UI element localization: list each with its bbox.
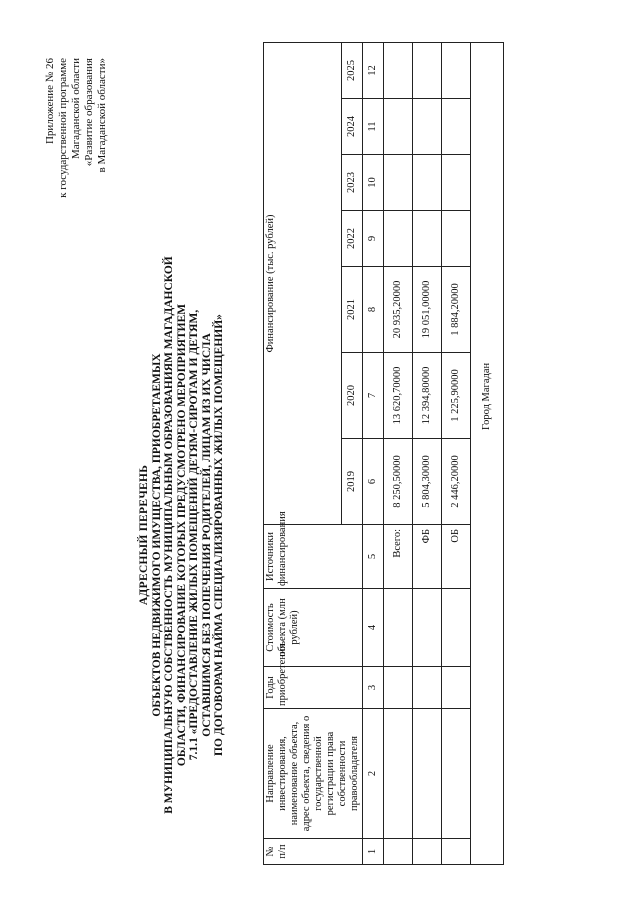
table-row-ob (442, 42, 471, 864)
section-row (471, 42, 504, 864)
value-cell (384, 155, 413, 211)
value-cell: 5 804,30000 (413, 439, 442, 525)
header-cost: Стоимость объекта (млн рублей) (264, 589, 363, 667)
value-cell: 19 051,00000 (413, 267, 442, 353)
value-cell (413, 211, 442, 267)
header-year: 2024 (342, 99, 363, 155)
value-cell: 13 620,70000 (384, 353, 413, 439)
value-cell (442, 211, 471, 267)
column-number: 6 (363, 439, 384, 525)
title-heading: АДРЕСНЫЙ ПЕРЕЧЕНЬ (138, 464, 150, 606)
column-number: 3 (363, 667, 384, 709)
document-title (138, 245, 226, 825)
appendix-line: «Развитие образования (83, 58, 95, 167)
column-number: 10 (363, 155, 384, 211)
value-cell (384, 211, 413, 267)
value-cell (442, 99, 471, 155)
value-cell: 1 225,90000 (442, 353, 471, 439)
header-number: № п/п (264, 839, 363, 865)
column-number: 5 (363, 525, 384, 589)
appendix-line: в Магаданской области» (96, 58, 108, 173)
header-years: Годы приобретения (264, 667, 363, 709)
section-label (471, 42, 504, 864)
header-sources: Источники финансирования (264, 525, 363, 589)
column-number: 4 (363, 589, 384, 667)
table-row-total (384, 42, 413, 864)
appendix-line: к государственной программе (57, 58, 69, 198)
column-number: 11 (363, 99, 384, 155)
address-list-table (263, 42, 504, 865)
appendix-note (44, 58, 109, 258)
title-line: ОБЛАСТИ, ФИНАНСИРОВАНИЕ КОТОРЫХ ПРЕДУСМОТРЕНО МЕРОПРИЯТИЕМ (175, 303, 188, 767)
title-line: ОБЪЕКТОВ НЕДВИЖИМОГО ИМУЩЕСТВА, ПРИОБРЕТАЕМЫХ (150, 353, 163, 717)
header-year: 2025 (342, 42, 363, 98)
value-cell: 1 884,20000 (442, 267, 471, 353)
value-cell (413, 42, 442, 98)
column-number: 7 (363, 353, 384, 439)
value-cell (413, 99, 442, 155)
header-year: 2020 (342, 353, 363, 439)
value-cell (384, 99, 413, 155)
column-number: 12 (363, 42, 384, 98)
value-cell (384, 42, 413, 98)
appendix-line: Приложение № 26 (44, 58, 56, 145)
value-cell: 12 394,80000 (413, 353, 442, 439)
source-cell: Всего: (384, 525, 413, 589)
source-cell: ОБ (442, 525, 471, 589)
source-cell: ФБ (413, 525, 442, 589)
appendix-line: Магаданской области (70, 58, 82, 159)
value-cell (442, 155, 471, 211)
column-number: 2 (363, 709, 384, 839)
section-label-text: Город Магадан (481, 362, 492, 430)
header-year: 2019 (342, 439, 363, 525)
title-line: ОСТАВШИМСЯ БЕЗ ПОПЕЧЕНИЯ РОДИТЕЛЕЙ, ЛИЦАМ ИЗ ИХ ЧИСЛА (200, 333, 213, 737)
column-numbers-row (363, 42, 384, 864)
header-year: 2023 (342, 155, 363, 211)
column-number: 1 (363, 839, 384, 865)
title-line: В МУНИЦИПАЛЬНУЮ СОБСТВЕННОСТЬ МУНИЦИПАЛЬНЫМ ОБРАЗОВАНИЯМ МАГАДАНСКОЙ (163, 256, 175, 814)
column-number: 8 (363, 267, 384, 353)
title-line: 7.1.1 «ПРЕДОСТАВЛЕНИЕ ЖИЛЫХ ПОМЕЩЕНИЙ ДЕТЯМ-СИРОТАМ И ДЕТЯМ, (188, 309, 200, 761)
value-cell (442, 42, 471, 98)
value-cell: 2 446,20000 (442, 439, 471, 525)
title-line: ПО ДОГОВОРАМ НАЙМА СПЕЦИАЛИЗИРОВАННЫХ ЖИЛЫХ ПОМЕЩЕНИЙ» (213, 314, 225, 756)
value-cell (413, 155, 442, 211)
header-year: 2022 (342, 211, 363, 267)
value-cell: 8 250,50000 (384, 439, 413, 525)
column-number: 9 (363, 211, 384, 267)
header-year: 2021 (342, 267, 363, 353)
header-direction: Направление инвестирования, наименование объекта, адрес объекта, сведения о государственной регистрации права собственности правообладателя (264, 709, 363, 839)
header-financing: Финансирование (тыс. рублей) (264, 42, 342, 524)
table-row-fb (413, 42, 442, 864)
value-cell: 20 935,20000 (384, 267, 413, 353)
